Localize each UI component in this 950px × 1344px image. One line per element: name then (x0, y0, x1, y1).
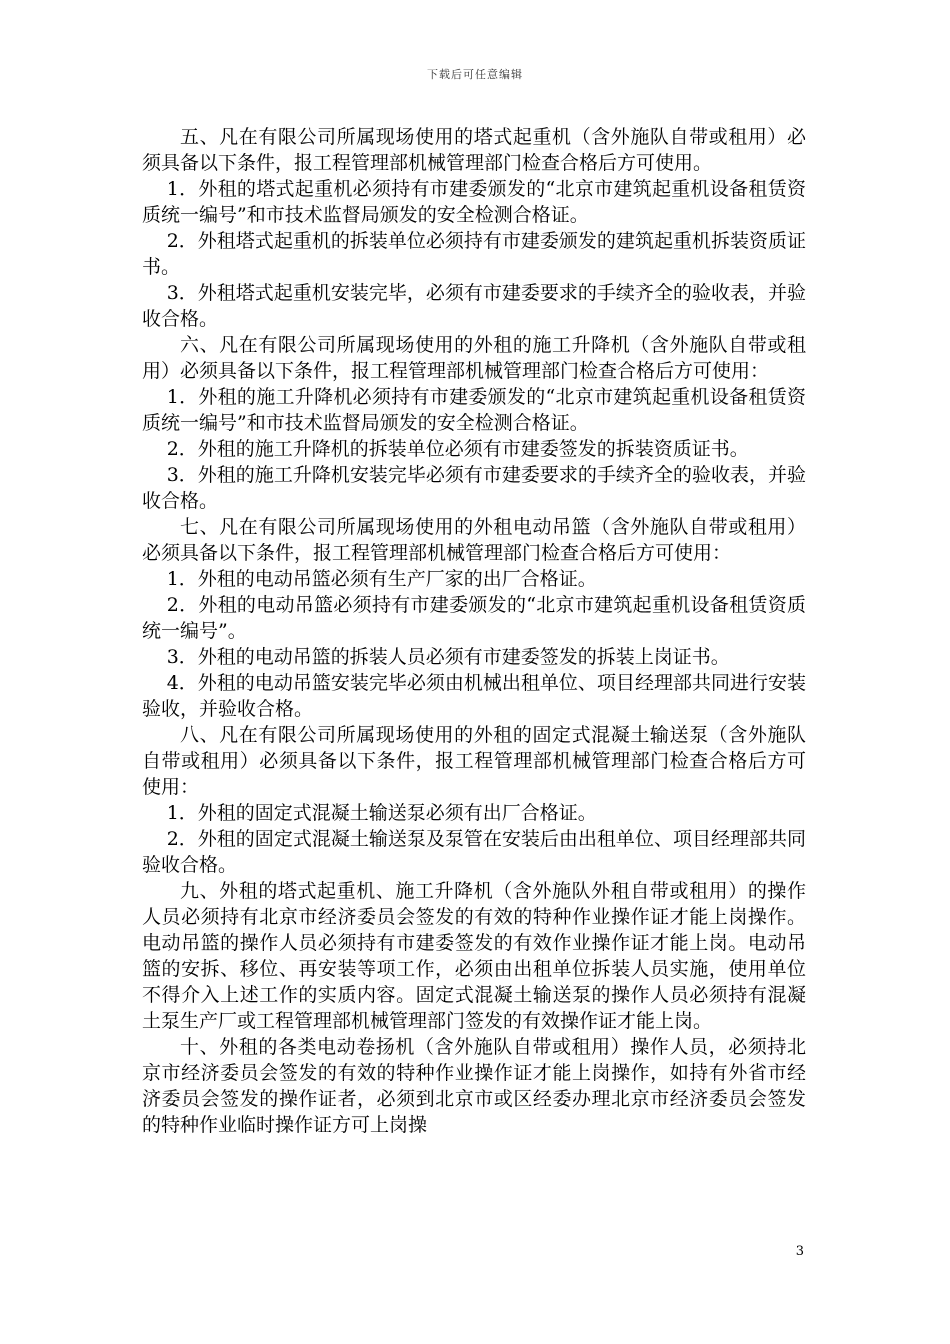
page-header: 下载后可任意编辑 (427, 68, 523, 81)
paragraph-item: 1．外租的施工升降机必须持有市建委颁发的“北京市建筑起重机设备租赁资质统一编号”和市技术监督局颁发的安全检测合格证。 (142, 386, 806, 434)
paragraph-section-5: 五、凡在有限公司所属现场使用的塔式起重机（含外施队自带或租用）必须具备以下条件，报工程管理部机械管理部门检查合格后方可使用。 (142, 126, 806, 174)
paragraph-section-6: 六、凡在有限公司所属现场使用的外租的施工升降机（含外施队自带或租用）必须具备以下条件，报工程管理部机械管理部门检查合格后方可使用： (142, 334, 806, 382)
paragraph-section-10: 十、外租的各类电动卷扬机（含外施队自带或租用）操作人员，必须持北京市经济委员会签发的有效的特种作业操作证才能上岗操作，如持有外省市经济委员会签发的操作证者，必须到北京市或区经委办理北京市经济委员会签发的特种作业临时操作证方可上岗操 (142, 1036, 806, 1136)
paragraph-item: 2．外租塔式起重机的拆装单位必须持有市建委颁发的建筑起重机拆装资质证书。 (142, 230, 806, 278)
document-body (142, 124, 806, 1138)
page-number: 3 (795, 1244, 804, 1259)
paragraph-section-7: 七、凡在有限公司所属现场使用的外租电动吊篮（含外施队自带或租用）必须具备以下条件，报工程管理部机械管理部门检查合格后方可使用： (142, 516, 806, 564)
paragraph-item: 4．外租的电动吊篮安装完毕必须由机械出租单位、项目经理部共同进行安装验收，并验收合格。 (142, 672, 806, 720)
paragraph-item: 1．外租的固定式混凝土输送泵必须有出厂合格证。 (166, 802, 597, 824)
paragraph-item: 1．外租的电动吊篮必须有生产厂家的出厂合格证。 (166, 568, 597, 590)
paragraph-item: 1．外租的塔式起重机必须持有市建委颁发的“北京市建筑起重机设备租赁资质统一编号”和市技术监督局颁发的安全检测合格证。 (142, 178, 806, 226)
paragraph-section-9: 九、外租的塔式起重机、施工升降机（含外施队外租自带或租用）的操作人员必须持有北京市经济委员会签发的有效的特种作业操作证才能上岗操作。电动吊篮的操作人员必须持有市建委签发的有效作业操作证才能上岗。电动吊篮的安拆、移位、再安装等项工作，必须由出租单位拆装人员实施，使用单位不得介入上述工作的实质内容。固定式混凝土输送泵的操作人员必须持有混凝土泵生产厂或工程管理部机械管理部门签发的有效操作证才能上岗。 (142, 880, 806, 1032)
paragraph-item: 2．外租的电动吊篮必须持有市建委颁发的“北京市建筑起重机设备租赁资质统一编号”。 (142, 594, 806, 642)
paragraph-section-8: 八、凡在有限公司所属现场使用的外租的固定式混凝土输送泵（含外施队自带或租用）必须具备以下条件，报工程管理部机械管理部门检查合格后方可使用： (142, 724, 806, 798)
paragraph-item: 3．外租的电动吊篮的拆装人员必须有市建委签发的拆装上岗证书。 (166, 646, 730, 668)
paragraph-item: 3．外租的施工升降机安装完毕必须有市建委要求的手续齐全的验收表，并验收合格。 (142, 464, 806, 512)
paragraph-item: 2．外租的施工升降机的拆装单位必须有市建委签发的拆装资质证书。 (166, 438, 749, 460)
paragraph-item: 2．外租的固定式混凝土输送泵及泵管在安装后由出租单位、项目经理部共同验收合格。 (142, 828, 806, 876)
paragraph-item: 3．外租塔式起重机安装完毕，必须有市建委要求的手续齐全的验收表，并验收合格。 (142, 282, 806, 330)
